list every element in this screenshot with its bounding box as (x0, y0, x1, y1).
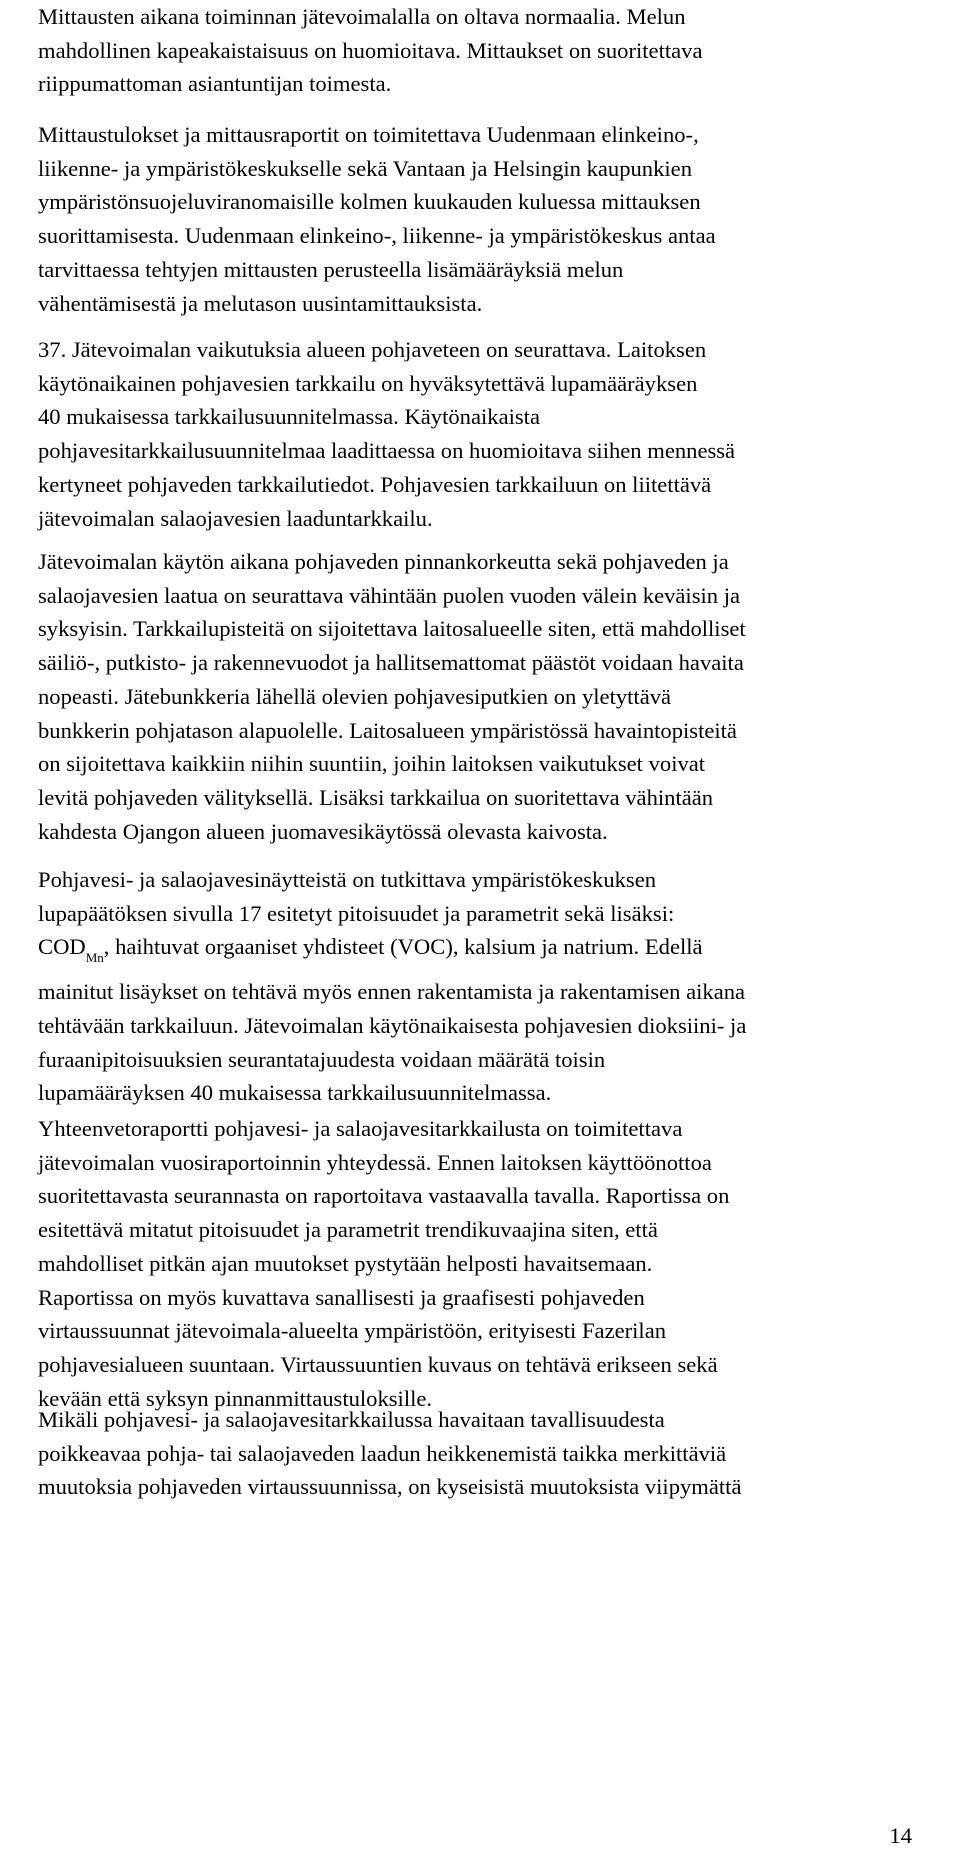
text-line: vähentämisestä ja melutason uusintamittauksista. (38, 290, 483, 316)
cod-line-rest: , haihtuvat orgaaniset yhdisteet (VOC), kalsium ja natrium. Edellä (103, 934, 703, 960)
paragraph-sample-analysis (38, 863, 944, 1110)
text-line: virtaussuunnat jätevoimala-alueelta ympäristöön, erityisesti Fazerilan (38, 1318, 667, 1344)
paragraph-summary-report (38, 1112, 944, 1415)
paragraph-measurement-reports (38, 118, 944, 320)
text-line: Yhteenvetoraportti pohjavesi- ja salaojavesitarkkailusta on toimitettava (38, 1116, 683, 1141)
text-line: mainitut lisäykset on tehtävä myös ennen rakentamista ja rakentamisen aikana (38, 979, 746, 1005)
text-line: riippumattoman asiantuntijan toimesta. (38, 71, 392, 97)
paragraph-monitoring-points (38, 545, 944, 848)
text-line: suoritettavasta seurannasta on raportoitava vastaavalla tavalla. Raportissa on (38, 1183, 730, 1209)
text-line: muutoksia pohjaveden virtaussuunnissa, on kyseisistä muutoksista viipymättä (38, 1474, 742, 1500)
cod-line (38, 930, 944, 975)
text-line: tarvittaessa tehtyjen mittausten perusteella lisämääräyksiä melun (38, 256, 624, 282)
text-line: ympäristönsuojeluviranomaisille kolmen kuukauden kuluessa mittauksen (38, 189, 701, 215)
text-line: käytönaikainen pohjavesien tarkkailu on hyväksytettävä lupamääräyksen (38, 370, 698, 396)
text-line: pohjavesialueen suuntaan. Virtaussuuntien kuvaus on tehtävä erikseen sekä (38, 1351, 718, 1377)
text-line: on sijoitettava kaikkiin niihin suuntiin, joihin laitoksen vaikutukset voivat (38, 751, 706, 777)
text-line: salaojavesien laatua on seurattava vähintään puolen vuoden välein keväisin ja (38, 582, 741, 608)
text-line: nopeasti. Jätebunkkeria lähellä olevien pohjavesiputkien on yletyttävä (38, 683, 672, 709)
text-line: jätevoimalan vuosiraportoinnin yhteydessä. Ennen laitoksen käyttöönottoa (38, 1149, 712, 1175)
cod-subscript: Mn (85, 950, 104, 966)
text-line: bunkkerin pohjatason alapuolelle. Laitosalueen ympäristössä havaintopisteitä (38, 717, 737, 743)
text-line: jätevoimalan salaojavesien laaduntarkkailu. (38, 505, 433, 531)
text-line: lupamääräyksen 40 mukaisessa tarkkailusuunnitelmassa. (38, 1080, 552, 1106)
cod-term: COD (38, 934, 86, 960)
text-line: levitä pohjaveden välityksellä. Lisäksi tarkkailua on suoritettava vähintään (38, 784, 714, 810)
text-line: kevään että syksyn pinnanmittaustuloksille. (38, 1385, 433, 1411)
paragraph-groundwater-monitoring (38, 333, 944, 535)
text-line: suorittamisesta. Uudenmaan elinkeino-, liikenne- ja ympäristökeskus antaa (38, 223, 716, 249)
paragraph-measurement-conditions (38, 0, 944, 101)
text-line: kertyneet pohjaveden tarkkailutiedot. Pohjavesien tarkkailuun on liitettävä (38, 471, 712, 497)
text-line: syksyisin. Tarkkailupisteitä on sijoitettava laitosalueelle siten, että mahdolliset (38, 616, 746, 642)
text-line: 37. Jätevoimalan vaikutuksia alueen pohjaveteen on seurattava. Laitoksen (38, 337, 707, 362)
text-line: liikenne- ja ympäristökeskukselle sekä Vantaan ja Helsingin kaupunkien (38, 155, 693, 181)
text-line: lupapäätöksen sivulla 17 esitetyt pitoisuudet ja parametrit sekä lisäksi: (38, 900, 675, 926)
text-line: 40 mukaisessa tarkkailusuunnitelmassa. Käytönaikaista (38, 404, 540, 430)
text-line: poikkeavaa pohja- tai salaojaveden laadun heikkenemistä taikka merkittäviä (38, 1440, 727, 1466)
text-line: mahdolliset pitkän ajan muutokset pystytään helposti havaitsemaan. (38, 1250, 653, 1276)
text-line: Mikäli pohjavesi- ja salaojavesitarkkailussa havaitaan tavallisuudesta (38, 1407, 665, 1432)
text-line: Mittaustulokset ja mittausraportit on toimitettava Uudenmaan elinkeino-, (38, 122, 699, 147)
page-number: 14 (889, 1823, 912, 1848)
text-line: mahdollinen kapeakaistaisuus on huomioitava. Mittaukset on suoritettava (38, 37, 703, 63)
text-line: furaanipitoisuuksien seurantatajuudesta voidaan määrätä toisin (38, 1046, 606, 1072)
text-line: pohjavesitarkkailusuunnitelmaa laadittaessa on huomioitava siihen mennessä (38, 438, 736, 464)
text-line: tehtävään tarkkailuun. Jätevoimalan käytönaikaisesta pohjavesien dioksiini- ja (38, 1012, 747, 1038)
paragraph-deviations (38, 1403, 944, 1504)
text-line: Mittausten aikana toiminnan jätevoimalalla on oltava normaalia. Melun (38, 4, 686, 29)
text-line: Pohjavesi- ja salaojavesinäytteistä on tutkittava ympäristökeskuksen (38, 867, 657, 892)
text-line: Jätevoimalan käytön aikana pohjaveden pinnankorkeutta sekä pohjaveden ja (38, 549, 729, 574)
text-line: säiliö-, putkisto- ja rakennevuodot ja hallitsemattomat päästöt voidaan havaita (38, 650, 744, 676)
text-line: Raportissa on myös kuvattava sanallisesti ja graafisesti pohjaveden (38, 1284, 645, 1310)
text-line: esitettävä mitatut pitoisuudet ja parametrit trendikuvaajina siten, että (38, 1217, 658, 1243)
text-line: kahdesta Ojangon alueen juomavesikäytössä olevasta kaivosta. (38, 818, 608, 844)
